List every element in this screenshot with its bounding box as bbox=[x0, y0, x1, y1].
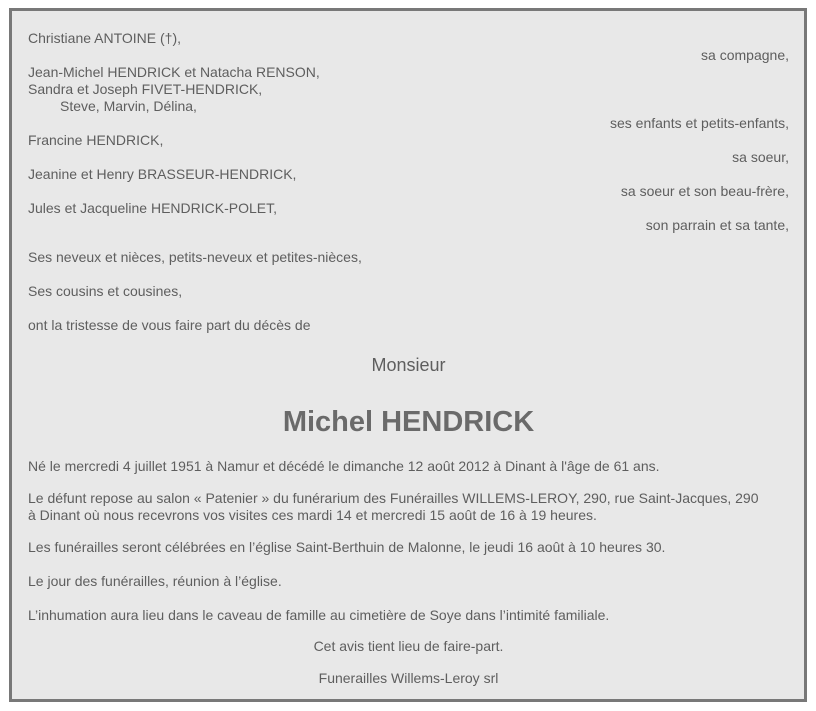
funeral-home-signature: Funerailles Willems-Leroy srl bbox=[318, 670, 499, 686]
relation-label: ses enfants et petits-enfants, bbox=[610, 115, 789, 131]
obituary-content bbox=[28, 11, 789, 699]
relation-label: sa soeur, bbox=[732, 149, 789, 165]
family-member-line: Sandra et Joseph FIVET-HENDRICK, bbox=[28, 81, 263, 97]
relation-label: sa soeur et son beau-frère, bbox=[620, 183, 789, 199]
burial-line: L’inhumation aura lieu dans le caveau de famille au cimetière de Soye dans l’intimité familiale. bbox=[28, 607, 610, 623]
family-member-line: Francine HENDRICK, bbox=[28, 132, 164, 148]
obituary-card bbox=[9, 8, 807, 702]
family-member-line: Steve, Marvin, Délina, bbox=[60, 98, 197, 114]
relation-label: son parrain et sa tante, bbox=[645, 217, 789, 233]
family-member-line: Jean-Michel HENDRICK et Natacha RENSON, bbox=[28, 64, 320, 80]
family-member-line: Jules et Jacqueline HENDRICK-POLET, bbox=[28, 200, 277, 216]
extended-family-line: Ses cousins et cousines, bbox=[28, 283, 183, 299]
family-member-line: Jeanine et Henry BRASSEUR-HENDRICK, bbox=[28, 166, 297, 182]
relation-label: sa compagne, bbox=[701, 47, 789, 63]
deceased-name: Michel HENDRICK bbox=[282, 406, 535, 438]
family-member-line: Christiane ANTOINE (†), bbox=[28, 30, 182, 46]
announcement-line: ont la tristesse de vous faire part du décès de bbox=[28, 317, 311, 333]
repose-line: à Dinant où nous recevrons vos visites ces mardi 14 et mercredi 15 août de 16 à 19 heures. bbox=[28, 507, 597, 523]
deceased-title: Monsieur bbox=[371, 355, 446, 375]
meeting-line: Le jour des funérailles, réunion à l’église. bbox=[28, 573, 282, 589]
birth-death-line: Né le mercredi 4 juillet 1951 à Namur et décédé le dimanche 12 août 2012 à Dinant à l'âge de 61 ans. bbox=[28, 458, 660, 474]
repose-line: Le défunt repose au salon « Patenier » du funérarium des Funérailles WILLEMS-LEROY, 290, rue Saint-Jacques, 290 bbox=[28, 490, 759, 506]
extended-family-line: Ses neveux et nièces, petits-neveux et petites-nièces, bbox=[28, 249, 362, 265]
funeral-line: Les funérailles seront célébrées en l’église Saint-Berthuin de Malonne, le jeudi 16 août à 10 heures 30. bbox=[28, 539, 666, 555]
notice-line: Cet avis tient lieu de faire-part. bbox=[313, 638, 504, 654]
